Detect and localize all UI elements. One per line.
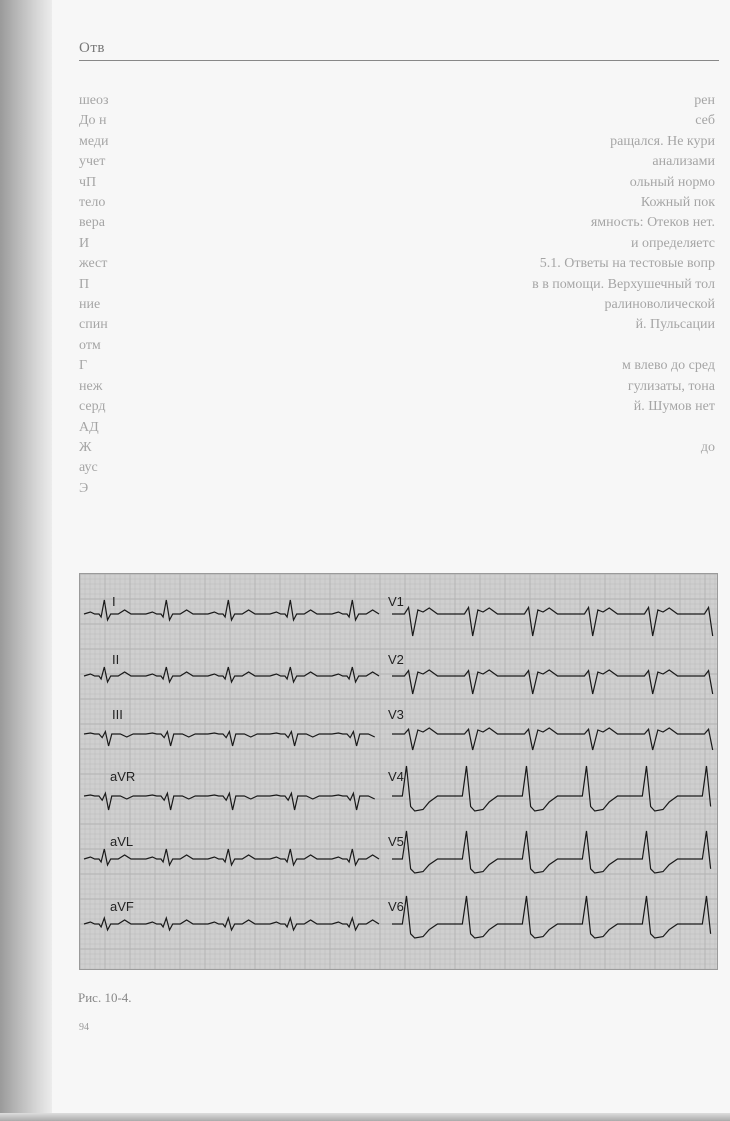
text-left-line: тело [79, 195, 106, 211]
text-right-line: ямность: Отеков нет. [590, 215, 715, 231]
ecg-trace-v6 [392, 896, 711, 938]
text-left-line: Э [79, 480, 89, 496]
text-right-line: до [700, 439, 715, 455]
figure-caption: Рис. 10-4. [78, 990, 132, 1005]
text-right-line [330, 479, 715, 499]
book-spine-shadow [0, 0, 52, 1121]
ecg-lead-label: V2 [388, 652, 404, 667]
text-left-line: спин [79, 317, 108, 333]
text-right-line: рен [694, 93, 715, 108]
text-right-line: ольный нормо [629, 174, 715, 190]
ecg-lead-label: III [112, 707, 123, 722]
running-header: Отв [79, 40, 105, 56]
ecg-trace-i [84, 600, 379, 620]
text-left-line: меди [79, 133, 109, 149]
ecg-lead-label: aVR [110, 769, 136, 784]
text-right-line: в в помощи. Верхушечный тол [532, 276, 715, 292]
text-right-line: Кожный пок [640, 195, 715, 211]
ecg-lead-label: aVL [110, 834, 134, 849]
text-left-line: шеоз [79, 93, 109, 108]
text-left-line: отм [79, 337, 101, 353]
text-left-line: До н [79, 113, 107, 129]
text-left-line: серд [79, 399, 106, 415]
header-rule [79, 60, 719, 61]
text-right-line: м влево до сред [622, 358, 715, 374]
ecg-lead-label: I [112, 594, 116, 609]
ecg-tracing-figure [79, 573, 718, 970]
text-left-line: учет [79, 154, 106, 170]
text-left-line: аус [79, 460, 98, 476]
text-left-line: неж [79, 378, 103, 394]
text-right-line: ращался. Не кури [610, 133, 715, 149]
ecg-trace-v4 [392, 766, 711, 811]
text-column-right [330, 91, 715, 499]
ecg-lead-label: aVF [110, 899, 134, 914]
text-left-line: вера [79, 215, 105, 231]
text-right-line [330, 418, 715, 438]
ecg-lead-label: V5 [388, 834, 404, 849]
text-right-line: ралиноволической [604, 297, 715, 313]
text-column-left [79, 91, 109, 499]
text-left-line: П [79, 276, 90, 292]
text-right-line: й. Пульсации [635, 317, 715, 333]
text-right-line: и определяетс [631, 235, 715, 251]
text-right-line [330, 458, 715, 478]
ecg-trace-v5 [392, 831, 711, 873]
text-left-line: Г [79, 358, 88, 374]
text-left-line: чП [79, 174, 97, 190]
text-right-line: 5.1. Ответы на тестовые вопр [539, 256, 715, 272]
text-left-line: жест [79, 256, 108, 272]
ecg-trace-avl [84, 849, 379, 865]
ecg-lead-label: V4 [388, 769, 404, 784]
text-left-line: И [79, 235, 90, 251]
ecg-lead-label: V1 [388, 594, 404, 609]
ecg-lead-label: II [112, 652, 120, 667]
text-right-line [330, 336, 715, 356]
text-left-line: АД [79, 419, 103, 435]
ecg-lead-label: V3 [388, 707, 404, 722]
text-right-line: гулизаты, тона [627, 378, 715, 394]
ecg-trace-ii [84, 667, 379, 682]
text-right-line: себ [695, 113, 715, 129]
text-right-line: анализами [652, 154, 715, 170]
ecg-lead-label: V6 [388, 899, 404, 914]
text-left-line: Ж [79, 439, 92, 455]
page-bottom-edge [0, 1113, 730, 1121]
text-left-line: ние [79, 297, 101, 313]
page-number: 94 [79, 1022, 89, 1033]
ecg-trace-avr [84, 793, 375, 810]
text-right-line: й. Шумов нет [633, 399, 715, 415]
